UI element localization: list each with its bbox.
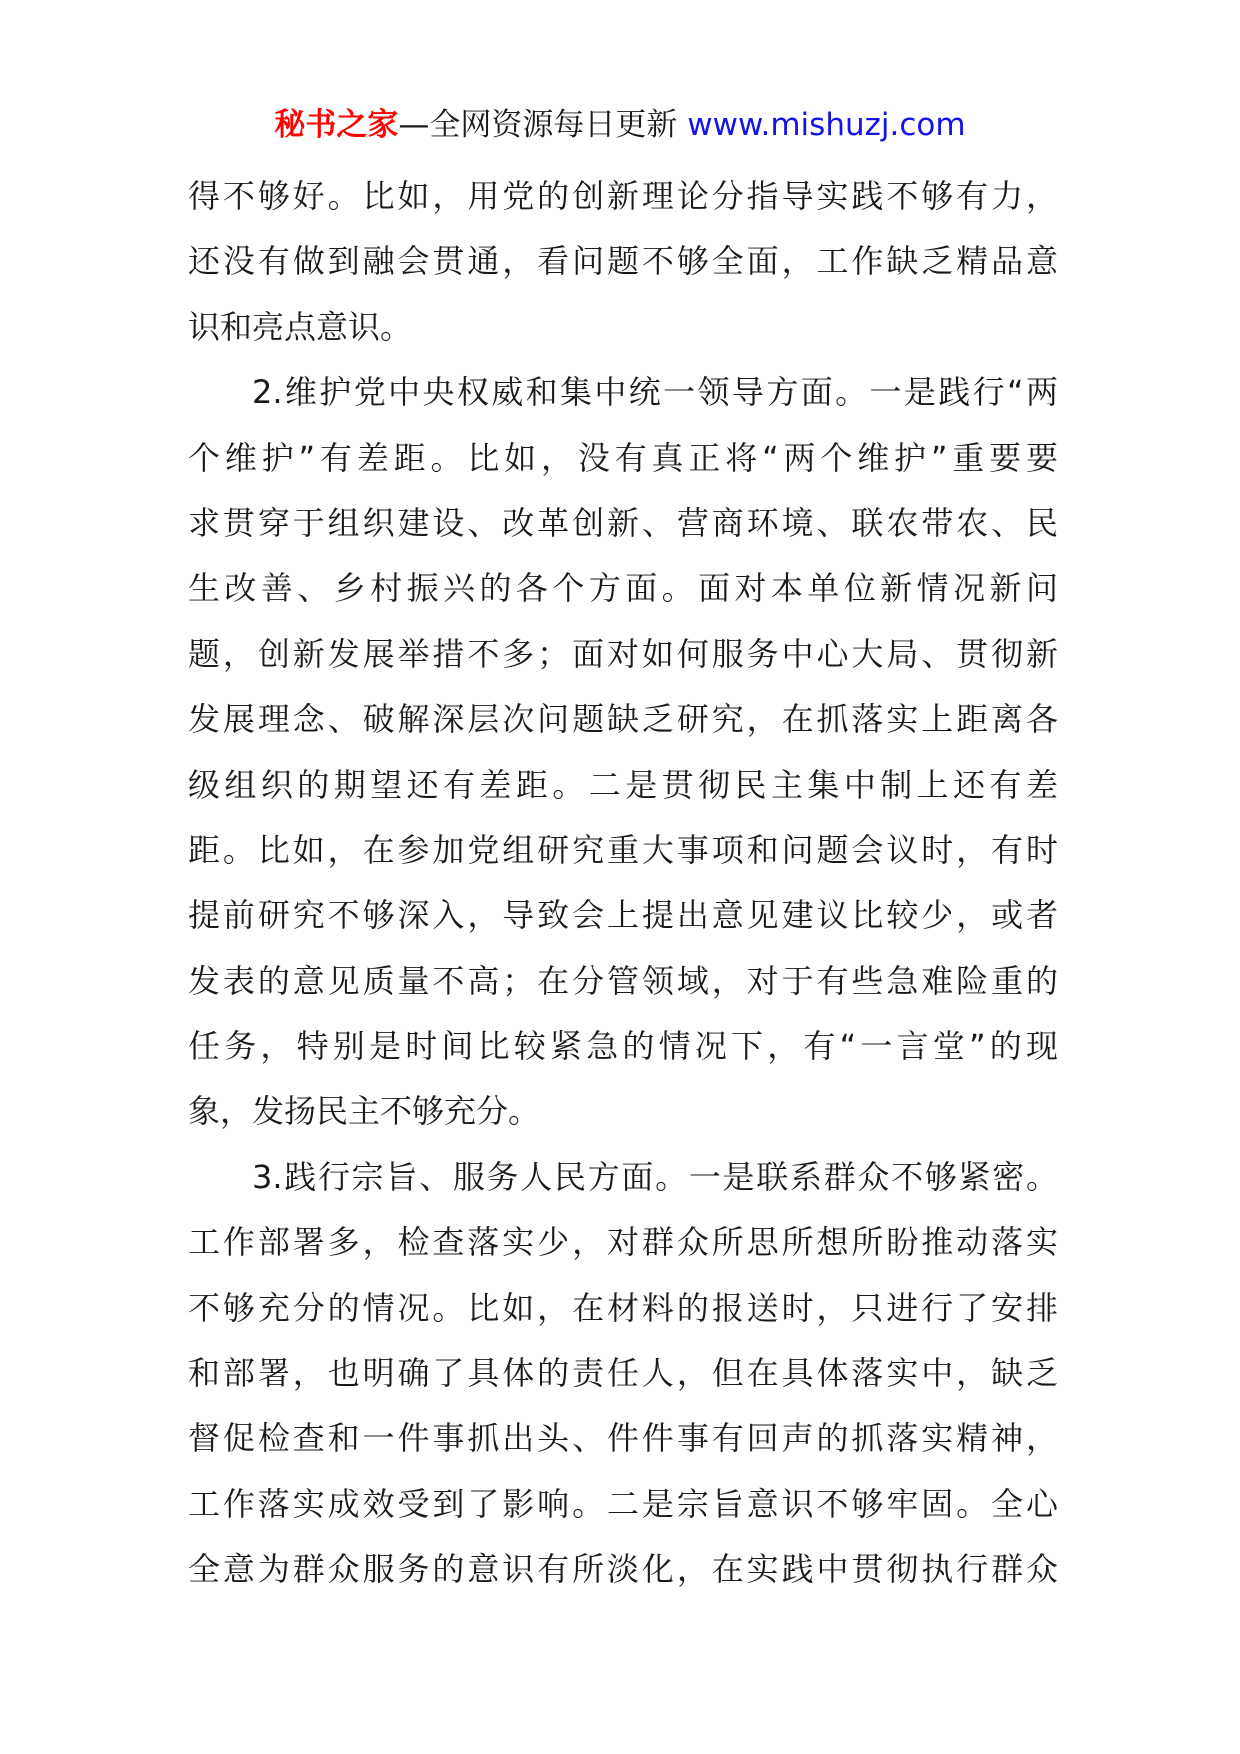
- text-line: 和部署，也明确了具体的责任人，但在具体落实中，缺乏: [188, 1354, 1058, 1393]
- text-line: 题，创新发展举措不多；面对如何服务中心大局、贯彻新: [188, 634, 1058, 673]
- brand-name: 秘书之家: [274, 107, 399, 143]
- text-line: 级组织的期望还有差距。二是贯彻民主集中制上还有差: [188, 765, 1058, 804]
- text-line: 2.维护党中央权威和集中统一领导方面。一是践行“两: [252, 373, 1058, 412]
- text-line: 距。比如，在参加党组研究重大事项和问题会议时，有时: [188, 830, 1058, 869]
- text-line: 3.践行宗旨、服务人民方面。一是联系群众不够紧密。: [252, 1157, 1058, 1196]
- text-line: 得不够好。比如，用党的创新理论分指导实践不够有力，: [188, 177, 1058, 215]
- document-body: [188, 164, 1058, 1603]
- text-line: 任务，特别是时间比较紧急的情况下，有“一言堂”的现: [188, 1027, 1058, 1066]
- text-line: 工作落实成效受到了影响。二是宗旨意识不够牢固。全心: [188, 1484, 1058, 1523]
- text-line: 生改善、乡村振兴的各个方面。面对本单位新情况新问: [188, 569, 1058, 608]
- text-line: 还没有做到融会贯通，看问题不够全面，工作缺乏精品意: [188, 242, 1058, 281]
- text-line: 象，发扬民主不够充分。: [188, 1092, 541, 1131]
- header-slogan: —全网资源每日更新: [398, 107, 688, 143]
- text-line: 发展理念、破解深层次问题缺乏研究，在抓落实上距离各: [188, 700, 1058, 739]
- text-line: 督促检查和一件事抓出头、件件事有回声的抓落实精神，: [188, 1419, 1058, 1458]
- site-url-link[interactable]: www.mishuzj.com: [687, 107, 966, 143]
- text-line: 发表的意见质量不高；在分管领域，对于有些急难险重的: [188, 961, 1058, 1000]
- text-line: 求贯穿于组织建设、改革创新、营商环境、联农带农、民: [188, 503, 1058, 542]
- text-line: 全意为群众服务的意识有所淡化，在实践中贯彻执行群众: [188, 1550, 1058, 1589]
- text-line: 识和亮点意识。: [188, 307, 413, 346]
- text-line: 个维护”有差距。比如，没有真正将“两个维护”重要要: [188, 438, 1058, 477]
- text-line: 工作部署多，检查落实少，对群众所思所想所盼推动落实: [188, 1223, 1058, 1262]
- text-line: 提前研究不够深入，导致会上提出意见建议比较少，或者: [188, 896, 1058, 935]
- text-line: 不够充分的情况。比如，在材料的报送时，只进行了安排: [188, 1288, 1058, 1327]
- page-header: [0, 102, 1240, 148]
